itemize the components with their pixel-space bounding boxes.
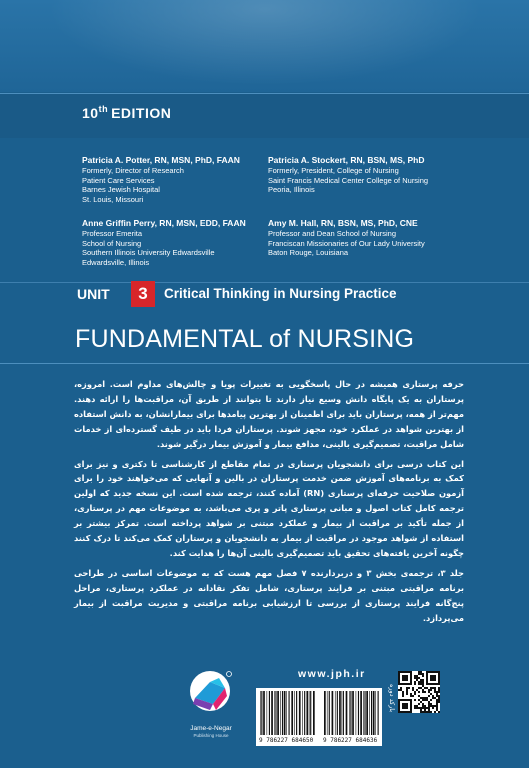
qr-module xyxy=(414,705,416,707)
qr-module xyxy=(438,695,440,697)
qr-module xyxy=(436,703,438,705)
qr-module xyxy=(434,691,436,693)
barcode-bar xyxy=(291,691,293,735)
qr-finder xyxy=(402,703,408,709)
qr-module xyxy=(424,687,426,689)
barcode-bar xyxy=(282,691,283,735)
qr-module xyxy=(422,685,424,687)
qr-module xyxy=(428,711,430,713)
qr-module xyxy=(402,691,404,693)
author-line: Baton Rouge, Louisiana xyxy=(268,248,349,257)
author-line: Peoria, Illinois xyxy=(268,185,315,194)
qr-module xyxy=(424,707,426,709)
qr-module xyxy=(436,695,438,697)
qr-module xyxy=(414,681,416,683)
barcode-bar xyxy=(310,691,311,735)
barcode-bar xyxy=(350,691,351,735)
qr-module xyxy=(406,689,408,691)
qr-module xyxy=(408,687,410,689)
authors-section xyxy=(0,138,529,272)
qr-module xyxy=(416,675,418,677)
qr-module xyxy=(418,695,420,697)
barcode-bar xyxy=(329,691,330,735)
qr-module xyxy=(422,711,424,713)
barcode-bar xyxy=(286,691,287,735)
qr-module xyxy=(432,697,434,699)
qr-module xyxy=(430,699,432,701)
barcode-bar xyxy=(313,691,315,735)
book-title: FUNDAMENTAL of NURSING xyxy=(75,325,415,353)
barcode-bar xyxy=(356,691,357,735)
qr-module xyxy=(438,687,440,689)
barcode-bar xyxy=(327,691,328,735)
publisher-subtitle: Publishing House xyxy=(193,733,229,738)
qr-module xyxy=(398,689,400,691)
barcode-bar xyxy=(275,691,276,735)
header-sheen xyxy=(30,0,500,92)
qr-module xyxy=(430,693,432,695)
qr-module xyxy=(426,687,428,689)
qr-module xyxy=(414,691,416,693)
qr-module xyxy=(414,693,416,695)
edition-label xyxy=(82,104,171,121)
qr-module xyxy=(418,677,420,679)
qr-module xyxy=(424,705,426,707)
qr-module xyxy=(418,699,420,701)
qr-module xyxy=(438,691,440,693)
qr-module xyxy=(424,691,426,693)
barcode-icon xyxy=(256,688,318,738)
qr-module xyxy=(438,711,440,713)
edition-bar xyxy=(0,93,529,139)
qr-module xyxy=(438,699,440,701)
qr-module xyxy=(418,673,420,675)
barcode-bar xyxy=(373,691,375,735)
qr-module xyxy=(414,699,416,701)
author-hall xyxy=(268,218,425,258)
qr-code-icon xyxy=(398,671,440,713)
qr-module xyxy=(424,709,426,711)
qr-module xyxy=(410,693,412,695)
qr-module xyxy=(420,681,422,683)
unit-number-badge: 3 xyxy=(131,281,155,307)
qr-module xyxy=(418,671,420,673)
author-potter xyxy=(82,155,240,204)
qr-module xyxy=(428,703,430,705)
qr-module xyxy=(416,679,418,681)
author-name: Anne Griffin Perry, RN, MSN, EDD, FAAN xyxy=(82,218,246,228)
qr-module xyxy=(430,705,432,707)
qr-module xyxy=(430,703,432,705)
qr-module xyxy=(406,691,408,693)
publisher-logo-icon xyxy=(183,668,237,728)
qr-module xyxy=(422,679,424,681)
qr-module xyxy=(422,683,424,685)
qr-module xyxy=(416,677,418,679)
edition-number: 10 xyxy=(82,105,99,121)
qr-module xyxy=(436,709,438,711)
title-divider xyxy=(0,363,529,364)
author-line: Formerly, Director of Research xyxy=(82,166,184,175)
qr-module xyxy=(400,689,402,691)
barcode-bar xyxy=(360,691,362,735)
barcode-bar xyxy=(346,691,348,735)
barcode-bar xyxy=(274,691,275,735)
author-line: School of Nursing xyxy=(82,238,142,248)
edition-word: EDITION xyxy=(111,105,172,121)
qr-module xyxy=(434,697,436,699)
qr-module xyxy=(432,695,434,697)
qr-module xyxy=(436,701,438,703)
author-line: Patient Care Services xyxy=(82,175,155,185)
qr-module xyxy=(416,707,418,709)
qr-module xyxy=(400,687,402,689)
qr-module xyxy=(418,683,420,685)
qr-module xyxy=(426,699,428,701)
description-paragraph: این کتاب درسی برای دانشجویان پرستاری در تمام مقاطع از کارشناسی تا دکتری و نیز برای کمک به برنامه‌های آموزش ضمن خدمت پرستاران در بالین و آنهایی که می‌خواهند خود را برای آزمون صلاحیت حرفه‌ای پرستاری (RN) آماده کنند، ترجمه شده است. این نسخه جدید که اولین ترجمه کامل کتاب اصول و مبانی پرستاری پاتر و پری می‌باشد، به موضوعات مهم در پرستاری، از جمله تأکید بر مراقبت از بیمار و عملکرد مبتنی بر شواهد پرداخته است. تمرکز بیشتر بر استفاده از شواهد موجود در مراقبت از بیمار به دانشجویان و پرستاران کمک می‌کند تا درک کنند چگونه آخرین یافته‌های تحقیق باید تصمیم‌گیری بالینی آن‌ها را هدایت کند. xyxy=(74,458,464,558)
barcode-bar xyxy=(289,691,290,735)
qr-module xyxy=(428,707,430,709)
qr-module xyxy=(432,705,434,707)
qr-finder xyxy=(430,675,436,681)
author-line: Formerly, President, College of Nursing xyxy=(268,166,399,175)
qr-module xyxy=(416,689,418,691)
author-name: Amy M. Hall, RN, BSN, MS, PhD, CNE xyxy=(268,218,418,228)
isbn-barcodes xyxy=(256,688,382,746)
qr-module xyxy=(430,689,432,691)
barcode-bar xyxy=(267,691,268,735)
barcode-bar xyxy=(366,691,368,735)
qr-finder xyxy=(402,675,408,681)
qr-module xyxy=(406,693,408,695)
barcode-bar xyxy=(342,691,343,735)
qr-module xyxy=(428,705,430,707)
barcode-bar xyxy=(332,691,334,735)
author-line: Franciscan Missionaries of Our Lady University xyxy=(268,238,425,248)
barcode-bar xyxy=(263,691,265,735)
barcode-bar xyxy=(296,691,297,735)
qr-module xyxy=(414,677,416,679)
qr-module xyxy=(428,695,430,697)
barcode-bar xyxy=(378,691,379,735)
barcode-bar xyxy=(343,691,344,735)
qr-module xyxy=(418,691,420,693)
qr-module xyxy=(414,675,416,677)
description-paragraph: حرفه پرستاری همیشه در حال پاسخگویی به تغییرات پویا و چالش‌های مداوم است. امروزه، پرستاران به یک پایگاه دانش وسیع نیاز دارند تا بتوانند از طریق آن، مراقبت‌ها را ارائه دهند. مهم‌تر از همه، پرستاران باید برای اطمینان از بهترین پیامدها برای بیمارانشان، به دانش استفاده از بهترین شواهد در عملکرد خود، مجهز شوند. پرستاران فردا باید در طیف گسترده‌ای از خدمات شامل مراقبت، تصمیم‌گیری بالینی، مدافع بیمار و آموزش بیمار درگیر شوند. xyxy=(74,379,464,449)
qr-module xyxy=(420,671,422,673)
author-line: St. Louis, Missouri xyxy=(82,194,144,204)
qr-module xyxy=(436,693,438,695)
qr-module xyxy=(402,693,404,695)
qr-module xyxy=(412,689,414,691)
qr-module xyxy=(436,705,438,707)
qr-module xyxy=(426,711,428,713)
qr-module xyxy=(414,683,416,685)
isbn-right-digits: 9 786227 684636 xyxy=(323,737,378,744)
barcode-bar xyxy=(260,691,261,735)
qr-module xyxy=(424,697,426,699)
author-perry xyxy=(82,218,246,267)
barcode-bar xyxy=(337,691,338,735)
qr-module xyxy=(436,699,438,701)
author-line: Southern Illinois University Edwardsville xyxy=(82,248,215,257)
author-line: Edwardsville, Illinois xyxy=(82,257,150,267)
qr-module xyxy=(412,687,414,689)
qr-module xyxy=(434,689,436,691)
barcode-bar xyxy=(306,691,308,735)
qr-module xyxy=(420,701,422,703)
publisher-name: Jame-e-Negar xyxy=(190,725,232,732)
qr-module xyxy=(430,711,432,713)
barcode-bar xyxy=(309,691,310,735)
description-paragraph: جلد ۳، ترجمه‌ی بخش ۳ و دربردارنده ۷ فصل مهم هست که به موضوعات اساسی در طراحی برنامه مراقبتی مبتنی بر فرایند پرستاری، شامل تفکر نقادانه در عملکرد پرستاری، مراحل پنج‌گانه فرایند پرستاری از بررسی تا ارزشیابی برنامه مراقبتی و مدیریت مراقبت از بیمار می‌پردازد. xyxy=(74,567,464,623)
qr-module xyxy=(422,689,424,691)
qr-module xyxy=(422,673,424,675)
barcode-bar xyxy=(324,691,326,735)
barcode-bar xyxy=(299,691,301,735)
qr-module xyxy=(434,711,436,713)
qr-module xyxy=(420,711,422,713)
barcode-bar xyxy=(349,691,350,735)
qr-module xyxy=(418,681,420,683)
author-line: Professor and Dean School of Nursing xyxy=(268,229,396,238)
barcode-bar xyxy=(277,691,279,735)
author-line: Barnes Jewish Hospital xyxy=(82,185,160,194)
barcode-bar xyxy=(294,691,295,735)
barcode-icon xyxy=(320,688,382,738)
unit-label: UNIT xyxy=(77,286,110,302)
qr-module xyxy=(420,673,422,675)
qr-module xyxy=(428,701,430,703)
barcode-bar xyxy=(352,691,354,735)
author-stockert xyxy=(268,155,428,195)
qr-module xyxy=(418,687,420,689)
qr-module xyxy=(420,707,422,709)
qr-module xyxy=(422,707,424,709)
isbn-side-label: بارکد دوره xyxy=(388,684,396,713)
barcode-bar xyxy=(364,691,365,735)
qr-module xyxy=(432,707,434,709)
qr-module xyxy=(424,711,426,713)
qr-module xyxy=(438,701,440,703)
qr-module xyxy=(436,691,438,693)
qr-module xyxy=(422,691,424,693)
unit-title: Critical Thinking in Nursing Practice xyxy=(164,286,397,301)
qr-module xyxy=(420,709,422,711)
qr-module xyxy=(420,683,422,685)
qr-module xyxy=(420,679,422,681)
qr-module xyxy=(422,697,424,699)
qr-module xyxy=(422,705,424,707)
qr-module xyxy=(436,707,438,709)
qr-module xyxy=(426,697,428,699)
qr-module xyxy=(420,697,422,699)
barcode-bar xyxy=(271,691,273,735)
qr-module xyxy=(422,703,424,705)
qr-module xyxy=(428,689,430,691)
qr-module xyxy=(430,687,432,689)
isbn-left-digits: 9 786227 684650 xyxy=(259,737,314,744)
qr-module xyxy=(428,691,430,693)
barcode-bar xyxy=(284,691,286,735)
qr-module xyxy=(422,681,424,683)
barcode-bar xyxy=(261,691,262,735)
qr-module xyxy=(434,705,436,707)
qr-module xyxy=(412,695,414,697)
qr-module xyxy=(420,687,422,689)
qr-module xyxy=(438,689,440,691)
publisher-website: www.jph.ir xyxy=(298,668,366,680)
qr-module xyxy=(422,699,424,701)
barcode-bar xyxy=(339,691,341,735)
barcode-bar xyxy=(358,691,359,735)
qr-module xyxy=(438,697,440,699)
description-text xyxy=(74,377,464,631)
qr-module xyxy=(402,695,404,697)
author-name: Patricia A. Potter, RN, MSN, PhD, FAAN xyxy=(82,155,240,165)
qr-module xyxy=(418,703,420,705)
barcode-bar xyxy=(302,691,303,735)
qr-module xyxy=(426,707,428,709)
header-band xyxy=(0,0,529,92)
barcode-bar xyxy=(369,691,370,735)
author-name: Patricia A. Stockert, RN, BSN, MS, PhD xyxy=(268,155,425,165)
qr-module xyxy=(414,707,416,709)
qr-module xyxy=(416,705,418,707)
barcode-bar xyxy=(304,691,305,735)
barcode-bar xyxy=(335,691,336,735)
qr-module xyxy=(406,687,408,689)
qr-module xyxy=(418,707,420,709)
qr-module xyxy=(432,687,434,689)
barcode-bar xyxy=(371,691,372,735)
qr-module xyxy=(424,699,426,701)
author-line: Professor Emerita xyxy=(82,229,143,238)
barcode-bar xyxy=(375,691,376,735)
barcode-bar xyxy=(269,691,270,735)
author-line: Saint Francis Medical Center College of Nursing xyxy=(268,175,429,185)
edition-suffix: th xyxy=(98,104,109,114)
qr-module xyxy=(428,709,430,711)
qr-module xyxy=(410,695,412,697)
qr-module xyxy=(422,675,424,677)
qr-module xyxy=(434,687,436,689)
barcode-bar xyxy=(280,691,281,735)
barcode-bar xyxy=(363,691,364,735)
